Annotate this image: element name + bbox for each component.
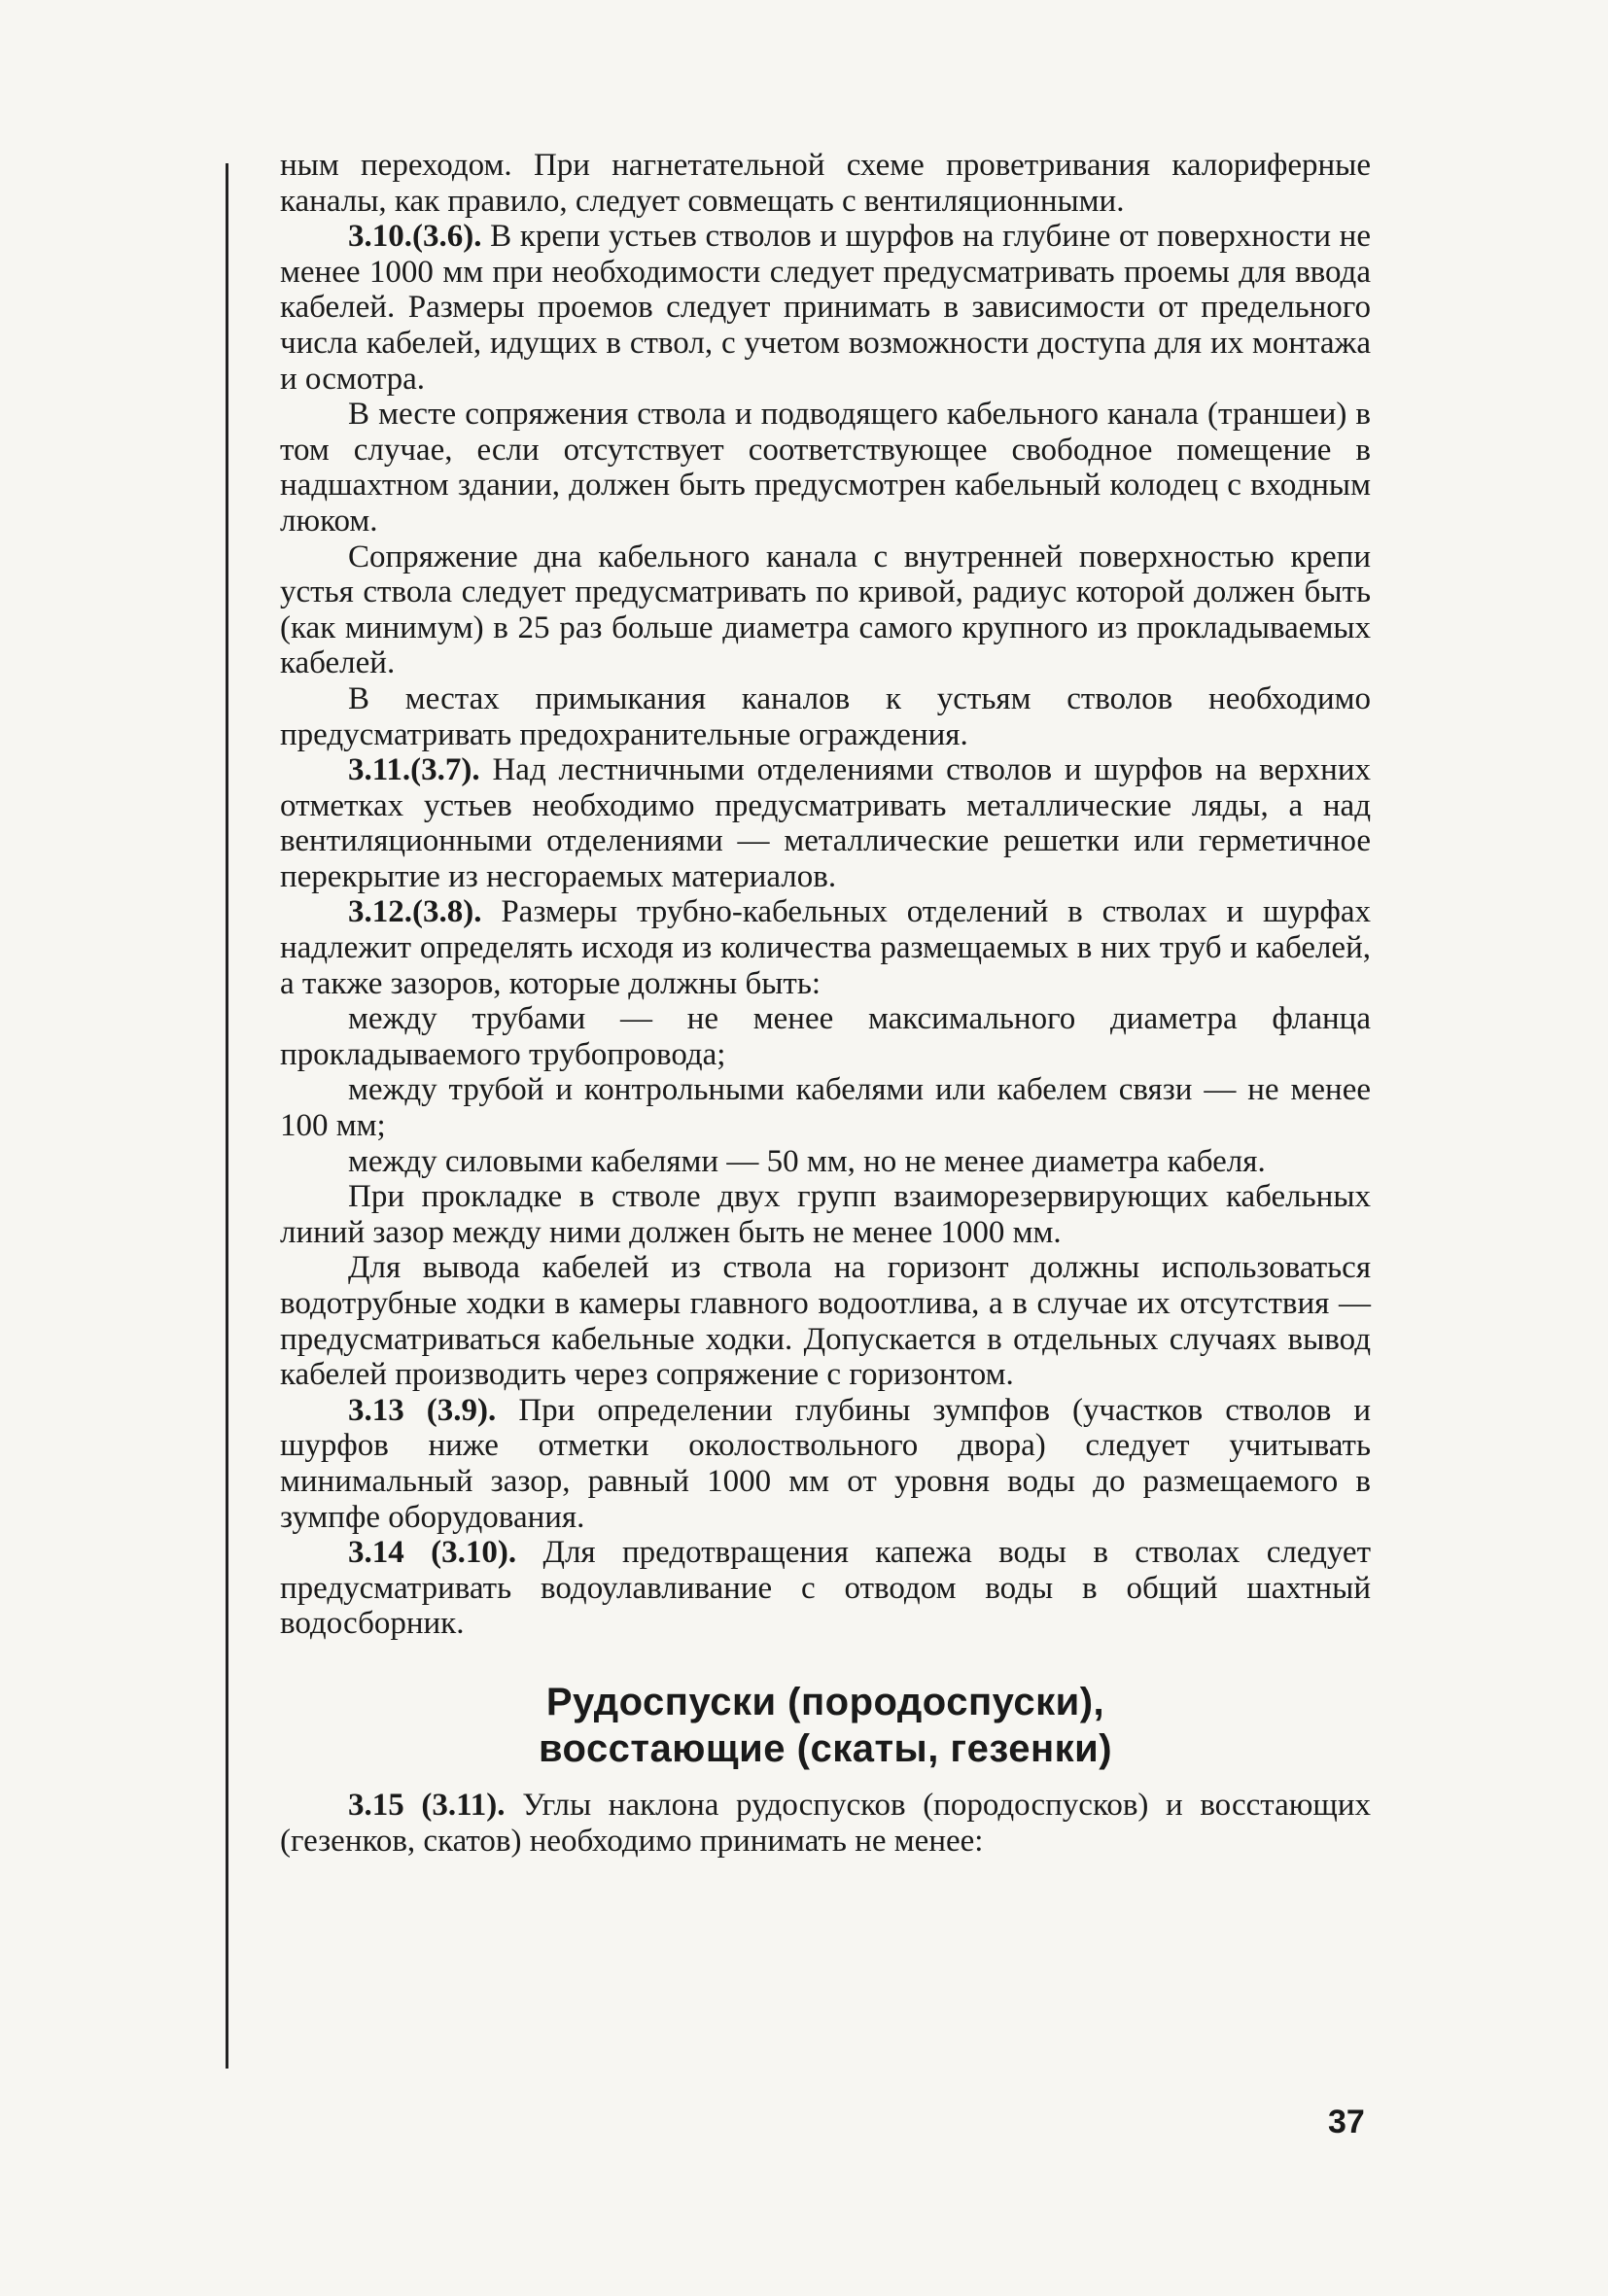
paragraph — [280, 1179, 1371, 1250]
paragraph — [280, 752, 1371, 894]
paragraph-text: При прокладке в стволе двух групп взаиморезервирующих кабельных линий зазор между ними должен быть не менее 1000 мм. — [280, 1179, 1371, 1250]
section-heading-line-2: восстающие (скаты, гезенки) — [538, 1726, 1113, 1770]
section-heading-line-1: Рудоспуски (породоспуски), — [545, 1680, 1105, 1723]
paragraph-text: Для вывода кабелей из ствола на горизонт должны использоваться водотрубные ходки в камеры главного водоотлива, а в случае их отсутствия — предусматриваться кабельные ходки. Допускается в отдельных случаях вывод кабелей производить через сопряжение с горизонтом. — [280, 1250, 1371, 1393]
paragraph — [280, 219, 1371, 397]
paragraph — [280, 539, 1371, 681]
paragraph-text: Над лестничными отделениями стволов и шурфов на верхних отметках устьев необходимо предусматривать металлические ляды, а над вентиляционными отделениями — металлические решетки или герметичное перекрытие из несгораемых материалов. — [280, 752, 1371, 894]
paragraph — [280, 1393, 1371, 1535]
margin-rule — [226, 163, 228, 2069]
paragraph-text: Углы наклона рудоспусков (породоспусков) и восстающих (гезенков, скатов) необходимо принимать не менее: — [280, 1787, 1371, 1859]
clause-number: 3.15 (3.11). — [348, 1787, 506, 1823]
page-number: 37 — [1328, 2104, 1365, 2140]
after-heading-paragraphs — [280, 1788, 1371, 1859]
paragraph-text: При определении глубины зумпфов (участков стволов и шурфов ниже отметки околоствольного двора) следует учитывать минимальный зазор, равный 1000 мм от уровня воды до размещаемого в зумпфе оборудования. — [280, 1392, 1371, 1535]
paragraph-text: Для предотвращения капежа воды в стволах следует предусматривать водоулавливание с отводом воды в общий шахтный водосборник. — [280, 1535, 1371, 1642]
paragraph — [280, 894, 1371, 1001]
section-heading — [280, 1679, 1371, 1772]
paragraph — [280, 148, 1371, 219]
paragraph-text: между силовыми кабелями — 50 мм, но не менее диаметра кабеля. — [348, 1143, 1266, 1179]
paragraph-text: между трубами — не менее максимального диаметра фланца прокладываемого трубопровода; — [280, 1001, 1371, 1072]
clause-number: 3.12.(3.8). — [348, 894, 482, 930]
paragraph-text: В крепи устьев стволов и шурфов на глубине от поверхности не менее 1000 мм при необходимости следует предусматривать проемы для ввода кабелей. Размеры проемов следует принимать в зависимости от предельного числа кабелей, идущих в ствол, с учетом возможности доступа для их монтажа и осмотра. — [280, 219, 1371, 397]
paragraph — [280, 681, 1371, 752]
paragraph — [280, 1072, 1371, 1143]
clause-number: 3.10.(3.6). — [348, 219, 482, 255]
paragraph-text: ным переходом. При нагнетательной схеме проветривания калориферные каналы, как правило, следует совмещать с вентиляционными. — [280, 148, 1371, 219]
paragraph — [280, 1144, 1371, 1180]
paragraph — [280, 1788, 1371, 1859]
text-column — [280, 148, 1371, 1859]
paragraph-text: В местах примыкания каналов к устьям стволов необходимо предусматривать предохранительные ограждения. — [280, 680, 1371, 752]
paragraph-text: Размеры трубно-кабельных отделений в стволах и шурфах надлежит определять исходя из количества размещаемых в них труб и кабелей, а также зазоров, которые должны быть: — [280, 894, 1371, 1001]
clause-number: 3.14 (3.10). — [348, 1535, 517, 1571]
clause-number: 3.11.(3.7). — [348, 752, 480, 788]
clause-number: 3.13 (3.9). — [348, 1392, 497, 1428]
paragraph-text: между трубой и контрольными кабелями или кабелем связи — не менее 100 мм; — [280, 1072, 1371, 1144]
paragraph — [280, 1001, 1371, 1072]
paragraph — [280, 1535, 1371, 1642]
paragraph — [280, 397, 1371, 539]
body-paragraphs — [280, 148, 1371, 1642]
paragraph-text: В месте сопряжения ствола и подводящего кабельного канала (траншеи) в том случае, если отсутствует соответствующее свободное помещение в надшахтном здании, должен быть предусмотрен кабельный колодец с входным люком. — [280, 397, 1371, 539]
paragraph — [280, 1250, 1371, 1392]
paragraph-text: Сопряжение дна кабельного канала с внутренней поверхностью крепи устья ствола следует предусматривать по кривой, радиус которой должен быть (как минимум) в 25 раз больше диаметра самого крупного из прокладываемых кабелей. — [280, 539, 1371, 681]
